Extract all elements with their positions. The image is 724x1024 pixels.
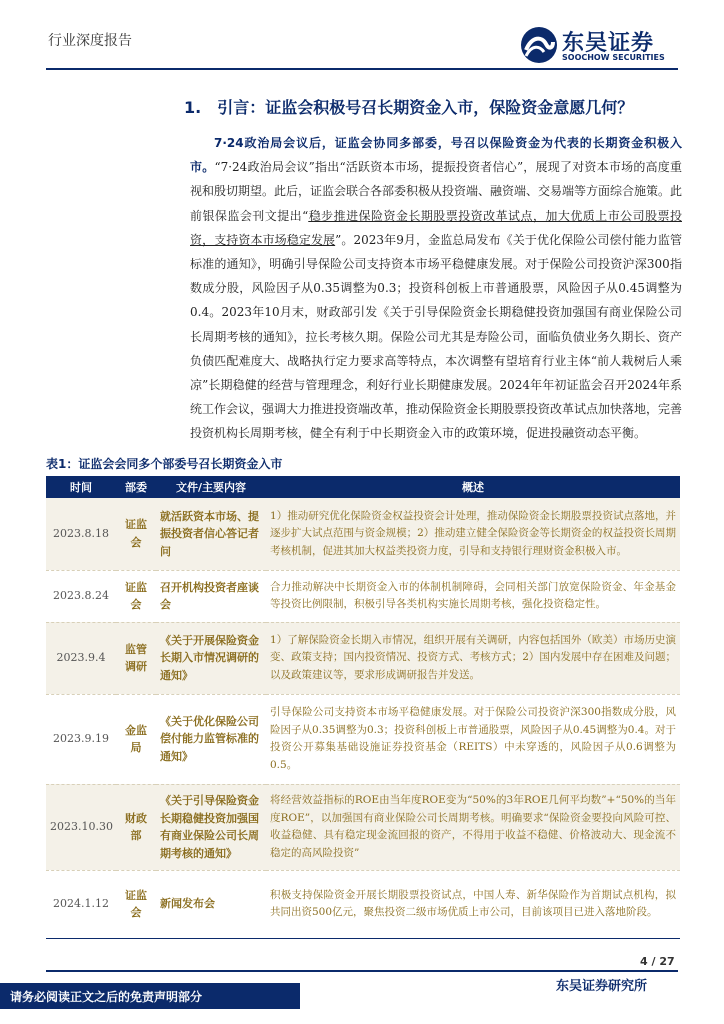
header-summary: 概述 [266, 476, 680, 498]
cell-summary: 积极支持保险资金开展长期股票投资试点，中国人寿、新华保险作为首期试点机构，拟共同出资500亿元，聚焦投资二级市场优质上市公司，目前该项目已进入落地阶段。 [266, 870, 680, 938]
table-row [46, 570, 680, 622]
cell-date: 2024.1.12 [46, 870, 116, 938]
cell-doc: 新闻发布会 [156, 870, 266, 938]
paragraph [190, 131, 682, 446]
table-row [46, 694, 680, 784]
cell-doc: 就活跃资本市场、提振投资者信心答记者问 [156, 498, 266, 570]
cell-summary: 将经营效益指标的ROE由当年度ROE变为“50%的3年ROE几何平均数”+“50%的当年度ROE”，以加强国有商业保险公司长周期考核。明确要求“保险资金要投向风险可控、收益稳健、具有稳定现金流回报的资产，不得用于收益不稳健、价格波动大、现金流不稳定的高风险投资” [266, 784, 680, 870]
cell-summary: 引导保险公司支持资本市场平稳健康发展。对于保险公司投资沪深300指数成分股，风险因子从0.35调整为0.3；投资科创板上市普通股票，风险因子从0.45调整为0.4。对于投资公开募集基础设施证券投资基金（REITS）中未穿透的，风险因子从0.6调整为0.5。 [266, 694, 680, 784]
footer-institute: 东吴证券研究所 [556, 979, 648, 994]
cell-summary: 1）推动研究优化保险资金权益投资会计处理，推动保险资金长期股票投资试点落地，并逐步扩大试点范围与资金规模；2）推动建立健全保险资金等长期资金的权益投资长周期考核机制，促进其加大权益类投资力度，引导和支持银行理财资金积极入市。 [266, 498, 680, 570]
header-divider [46, 68, 678, 70]
cell-summary: 合力推动解决中长期资金入市的体制机制障碍，会同相关部门放宽保险资金、年金基金等投资比例限制，积极引导各类机构实施长周期考核，强化投资稳定性。 [266, 570, 680, 622]
cell-dept: 监管调研 [116, 622, 156, 694]
cell-doc: 《关于开展保险资金长期入市情况调研的通知》 [156, 622, 266, 694]
body-paragraph [190, 131, 682, 446]
header-doc: 文件/主要内容 [156, 476, 266, 498]
table-title: 表1：证监会会同多个部委号召长期资金入市 [46, 457, 283, 471]
table-row [46, 498, 680, 570]
paragraph-text-2: ”。2023年9月，金监总局发布《关于优化保险公司偿付能力监管标准的通知》，明确引导保险公司支持资本市场平稳健康发展。对于保险公司投资沪深300指数成分股，风险因子从0.35调整为0.3；投资科创板上市普通股票，风险因子从0.45调整为0.4。2023年10月末，财政部引发《关于引导保险资金长期稳健投资加强国有商业保险公司长周期考核的通知》，拉长考核久期。保险公司尤其是寿险公司，面临负债业务久期长、资产负债匹配难度大、战略执行定力要求高等特点，本次调整有望培育行业主体“前人栽树后人乘凉”长期稳健的经营与管理理念，利好行业长期健康发展。2024年年初证监会召开2024年系统工作会议，强调大力推进投资端改革，推动保险资金长期股票投资改革试点加快落地，完善投资机构长周期考核，健全有利于中长期资金入市的政策环境，促进投融资动态平衡。 [190, 232, 683, 441]
footer-disclaimer-bar [0, 983, 300, 1009]
table-row [46, 870, 680, 938]
cell-date: 2023.9.19 [46, 694, 116, 784]
table-header-row [46, 476, 680, 498]
cell-date: 2023.8.18 [46, 498, 116, 570]
report-category: 行业深度报告 [48, 33, 132, 49]
policy-table [46, 476, 680, 939]
paragraph-text-1: “7·24政治局会议”指出“活跃资本市场，提振投资者信心”，展现了对资本市场的高度重视和殷切期望。此后，证监会联合各部委积极从投资端、融资端、交易端等方面综合施策。此前银保监会刊文提出“ [190, 160, 683, 223]
header-date: 时间 [46, 476, 116, 498]
cell-dept: 证监会 [116, 498, 156, 570]
page-number: 4 / 27 [640, 955, 675, 968]
cell-dept: 证监会 [116, 870, 156, 938]
cell-date: 2023.10.30 [46, 784, 116, 870]
cell-dept: 金监局 [116, 694, 156, 784]
logo-en-text: SOOCHOW SECURITIES [562, 53, 665, 62]
table-row [46, 784, 680, 870]
logo-cn-text: 东吴证券 [562, 31, 655, 56]
cell-doc: 召开机构投资者座谈会 [156, 570, 266, 622]
paragraph-lead: 7·24政治局会议后，证监会协同多部委，号召以保险资金为代表的长期资金积极入市。 [190, 136, 682, 175]
cell-doc: 《关于优化保险公司偿付能力监管标准的通知》 [156, 694, 266, 784]
header-dept: 部委 [116, 476, 156, 498]
logo-mark-icon [520, 26, 558, 64]
footer-divider [46, 970, 678, 972]
cell-doc: 《关于引导保险资金长期稳健投资加强国有商业保险公司长周期考核的通知》 [156, 784, 266, 870]
cell-date: 2023.9.4 [46, 622, 116, 694]
cell-date: 2023.8.24 [46, 570, 116, 622]
paragraph-underlined-quote: 稳步推进保险资金长期股票投资改革试点，加大优质上市公司股票投资，支持资本市场稳定发展 [190, 208, 682, 247]
section-title: 1. 引言：证监会积极号召长期资金入市，保险资金意愿几何？ [184, 98, 634, 117]
cell-summary: 1）了解保险资金长期入市情况，组织开展有关调研，内容包括国外（欧美）市场历史演变、政策支持；国内投资情况、投资方式、考核方式；2）国内发展中存在困难及问题；以及政策建议等，要求形成调研报告并发送。 [266, 622, 680, 694]
cell-dept: 证监会 [116, 570, 156, 622]
footer-disclaimer: 请务必阅读正文之后的免责声明部分 [10, 990, 203, 1004]
company-logo [520, 26, 680, 66]
cell-dept: 财政部 [116, 784, 156, 870]
table-row [46, 622, 680, 694]
